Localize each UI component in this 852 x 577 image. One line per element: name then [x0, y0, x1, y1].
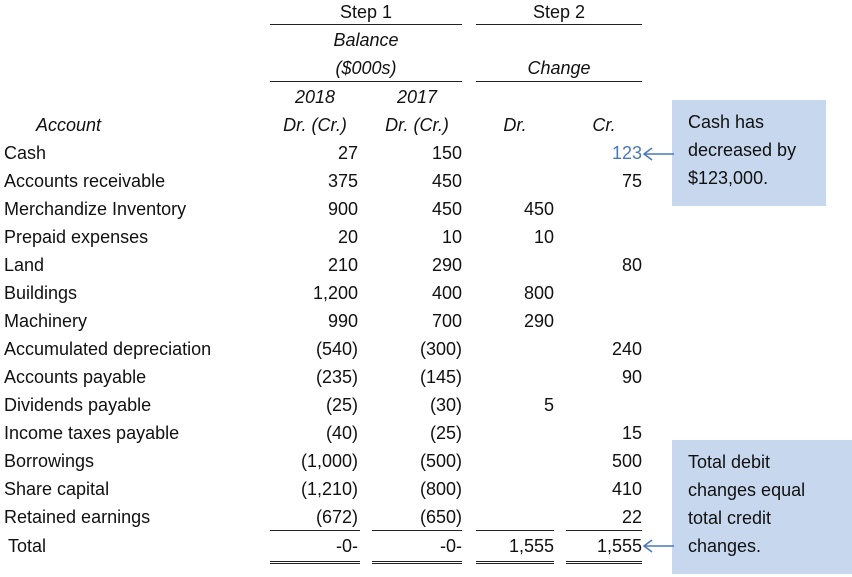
change-cr: 80	[621, 255, 642, 275]
value-2017: (30)	[429, 395, 462, 415]
col-2018-header: Dr. (Cr.)	[283, 115, 347, 135]
change-cr: 500	[611, 451, 642, 471]
change-dr: 5	[543, 395, 554, 415]
account-name: Accounts receivable	[4, 171, 166, 191]
account-name: Merchandize Inventory	[4, 199, 187, 219]
col-cr-header: Cr.	[592, 115, 616, 135]
total-callout-line: total credit	[688, 508, 772, 528]
total-callout-line: changes equal	[688, 480, 806, 500]
total-row	[0, 532, 660, 560]
col-2017-header: Dr. (Cr.)	[385, 115, 449, 135]
value-2018: (40)	[325, 423, 358, 443]
account-name: Borrowings	[4, 451, 95, 471]
value-2017: (800)	[419, 479, 462, 499]
balance-label: Balance	[333, 30, 399, 50]
value-2017: 150	[431, 143, 462, 163]
account-name: Buildings	[4, 283, 78, 303]
value-2017: 450	[431, 199, 462, 219]
value-2017: (145)	[419, 367, 462, 387]
table-row	[0, 391, 660, 419]
total-dr: 1,555	[508, 536, 554, 556]
change-dr: 800	[523, 283, 554, 303]
total-double-rule-2018	[270, 561, 360, 564]
step2-rule	[476, 24, 642, 25]
value-2017: 400	[431, 283, 462, 303]
value-2018: (540)	[315, 339, 358, 359]
total-label: Total	[8, 536, 47, 556]
table-row	[0, 503, 660, 531]
value-2018: 1,200	[312, 283, 358, 303]
step1-rule	[270, 24, 462, 25]
table-row	[0, 475, 660, 503]
value-2018: 210	[327, 255, 358, 275]
cash-callout	[672, 100, 826, 206]
subtotal-rule-2017	[372, 530, 462, 531]
total-callout-line: Total debit	[688, 452, 771, 472]
account-name: Prepaid expenses	[4, 227, 149, 247]
total-2018: -0-	[336, 536, 358, 556]
total-double-rule-2017	[372, 561, 462, 564]
subtotal-rule-cr	[566, 530, 642, 531]
table-row	[0, 447, 660, 475]
total-arrow-icon	[640, 536, 676, 556]
year-2017-label: 2017	[396, 87, 438, 107]
cash-callout-line: decreased by	[688, 140, 797, 160]
year-2018-label: 2018	[294, 87, 336, 107]
change-cr: 123	[611, 143, 642, 163]
change-cr: 75	[621, 171, 642, 191]
total-cr: 1,555	[596, 536, 642, 556]
balance-table-body	[0, 139, 660, 531]
balance-rule	[270, 81, 462, 82]
cash-arrow-icon	[640, 144, 676, 164]
change-cr: 240	[611, 339, 642, 359]
table-row	[0, 335, 660, 363]
value-2018: (1,000)	[300, 451, 358, 471]
table-row	[0, 139, 660, 167]
table-row	[0, 167, 660, 195]
change-cr: 90	[621, 367, 642, 387]
account-column-header: Account	[36, 115, 102, 135]
account-name: Share capital	[4, 479, 110, 499]
table-row	[0, 195, 660, 223]
value-2017: (500)	[419, 451, 462, 471]
account-name: Accounts payable	[4, 367, 147, 387]
value-2017: 450	[431, 171, 462, 191]
subtotal-rule-dr	[476, 530, 554, 531]
total-callout-line: changes.	[688, 536, 762, 556]
account-name: Income taxes payable	[4, 423, 180, 443]
value-2018: (25)	[325, 395, 358, 415]
cash-callout-line: $123,000.	[688, 168, 769, 188]
change-cr: 15	[621, 423, 642, 443]
subtotal-rule-2018	[270, 530, 360, 531]
step2-heading: Step 2	[532, 2, 586, 22]
value-2017: 10	[441, 227, 462, 247]
account-name: Cash	[4, 143, 47, 163]
value-2018: 375	[327, 171, 358, 191]
total-double-rule-dr	[476, 561, 554, 564]
value-2017: (300)	[419, 339, 462, 359]
table-row	[0, 251, 660, 279]
change-cr: 410	[611, 479, 642, 499]
table-row	[0, 363, 660, 391]
col-dr-header: Dr.	[503, 115, 527, 135]
value-2018: 990	[327, 311, 358, 331]
account-name: Accumulated depreciation	[4, 339, 212, 359]
table-row	[0, 307, 660, 335]
value-2017: 290	[431, 255, 462, 275]
value-2018: 900	[327, 199, 358, 219]
balance-units-label: ($000s)	[335, 58, 397, 78]
account-name: Dividends payable	[4, 395, 152, 415]
cash-callout-line: Cash has	[688, 112, 765, 132]
value-2018: 27	[337, 143, 358, 163]
account-name: Retained earnings	[4, 507, 151, 527]
value-2018: (235)	[315, 367, 358, 387]
table-row	[0, 419, 660, 447]
change-cr: 22	[621, 507, 642, 527]
total-callout	[672, 440, 852, 574]
value-2017: (25)	[429, 423, 462, 443]
value-2017: (650)	[419, 507, 462, 527]
change-dr: 290	[523, 311, 554, 331]
table-row	[0, 223, 660, 251]
total-2017: -0-	[440, 536, 462, 556]
account-name: Land	[4, 255, 45, 275]
change-rule	[476, 81, 642, 82]
total-double-rule-cr	[566, 561, 642, 564]
value-2018: (672)	[315, 507, 358, 527]
change-dr: 10	[533, 227, 554, 247]
table-row	[0, 279, 660, 307]
value-2018: 20	[337, 227, 358, 247]
change-dr: 450	[523, 199, 554, 219]
step1-heading: Step 1	[339, 2, 393, 22]
account-name: Machinery	[4, 311, 88, 331]
value-2018: (1,210)	[300, 479, 358, 499]
change-label: Change	[527, 58, 591, 78]
value-2017: 700	[431, 311, 462, 331]
